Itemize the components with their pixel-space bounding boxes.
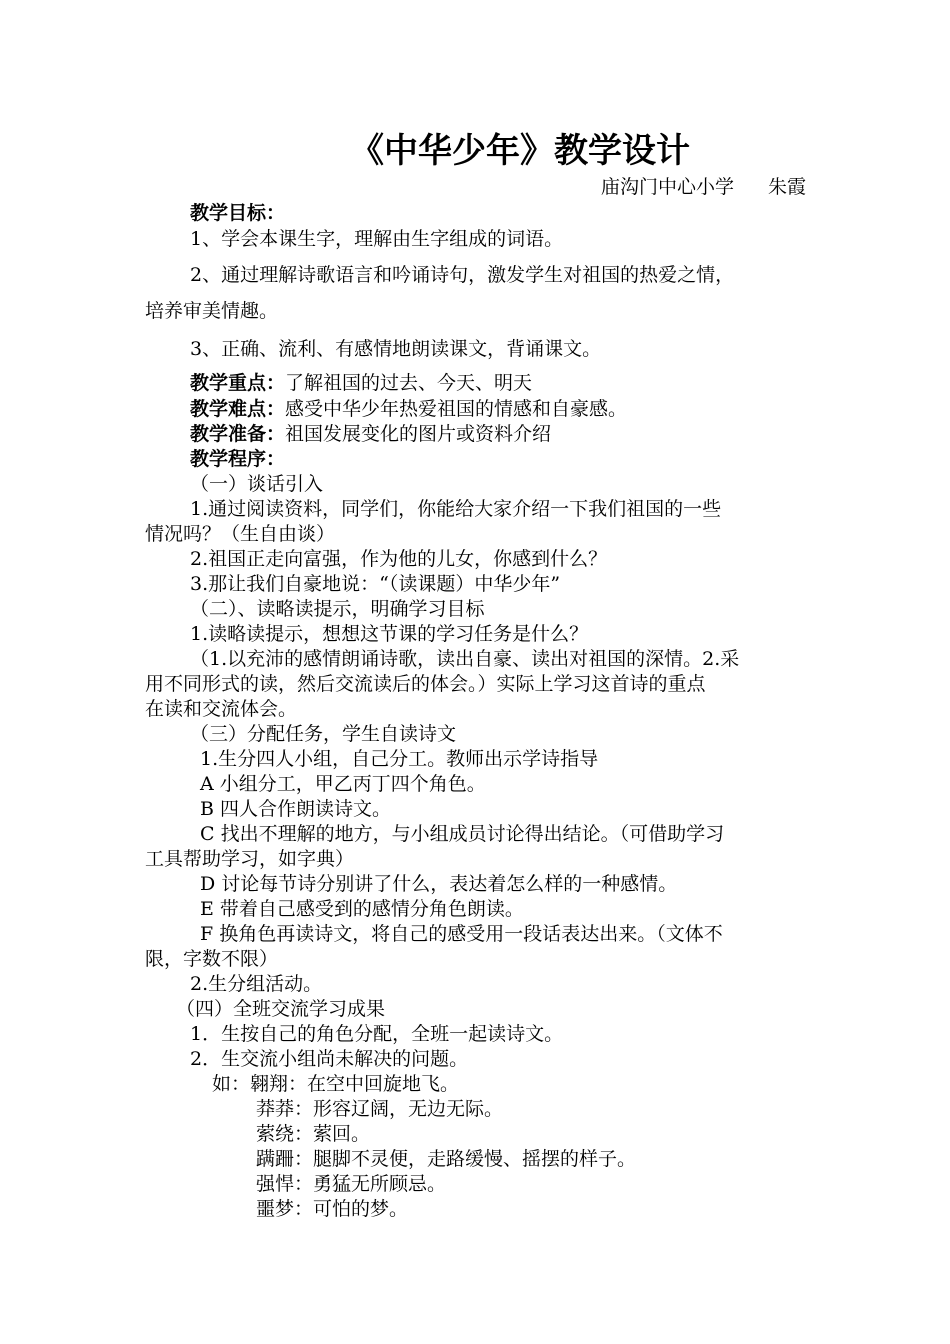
objective-line: 2、通过理解诗歌语言和吟诵诗句，激发学生对祖国的热爱之情， <box>190 264 735 286</box>
procedure-line: 2.生分组活动。 <box>190 973 323 995</box>
procedure-line: 情况吗？（生自由谈） <box>145 523 336 545</box>
section-heading: （二）、读略读提示，明确学习目标 <box>190 598 485 620</box>
difficulty-text: 感受中华少年热爱祖国的情感和自豪感。 <box>285 398 628 420</box>
preparation-text: 祖国发展变化的图片或资料介绍 <box>285 423 552 445</box>
key-point-label: 教学重点： <box>190 372 286 394</box>
procedure-line: 1.通过阅读资料，同学们，你能给大家介绍一下我们祖国的一些 <box>190 498 722 520</box>
procedure-line: 2．生交流小组尚未解决的问题。 <box>190 1048 469 1070</box>
document-title: 《中华少年》教学设计 <box>350 131 690 171</box>
section-heading: （三）分配任务，学生自读诗文 <box>190 723 457 745</box>
procedure-line: 1.读略读提示，想想这节课的学习任务是什么？ <box>190 623 589 645</box>
procedure-line: 用不同形式的读，然后交流读后的体会。）实际上学习这首诗的重点 <box>145 673 706 695</box>
difficulty-line <box>190 396 627 422</box>
procedure-line: B 四人合作朗读诗文。 <box>200 798 392 820</box>
author-name: 朱霞 <box>767 176 806 198</box>
objectives-heading: 教学目标： <box>190 202 286 224</box>
procedure-line: 1．生按自己的角色分配，全班一起读诗文。 <box>190 1023 564 1045</box>
key-point-line <box>190 370 532 396</box>
section-heading: （四）全班交流学习成果 <box>176 998 386 1020</box>
procedure-line: （1.以充沛的感情朗诵诗歌，读出自豪、读出对祖国的深情。2.采 <box>190 648 740 670</box>
procedure-heading: 教学程序： <box>190 448 286 470</box>
procedure-line: E 带着自己感受到的感情分角色朗读。 <box>200 898 524 920</box>
vocab-line: 噩梦：可怕的梦。 <box>256 1198 409 1220</box>
procedure-line: 2.祖国正走向富强，作为他的儿女，你感到什么？ <box>190 548 608 570</box>
vocab-line: 莽莽：形容辽阔，无边无际。 <box>256 1098 504 1120</box>
procedure-line: F 换角色再读诗文，将自己的感受用一段话表达出来。（文体不 <box>200 923 723 945</box>
difficulty-label: 教学难点： <box>190 398 286 420</box>
objective-line: 培养审美情趣。 <box>145 300 279 322</box>
procedure-line: A 小组分工，甲乙丙丁四个角色。 <box>200 773 486 795</box>
procedure-line: C 找出不理解的地方，与小组成员讨论得出结论。（可借助学习 <box>200 823 725 845</box>
vocab-line: 如：翱翔：在空中回旋地飞。 <box>212 1073 460 1095</box>
preparation-label: 教学准备： <box>190 423 286 445</box>
vocab-line: 蹒跚：腿脚不灵便，走路缓慢、摇摆的样子。 <box>256 1148 637 1170</box>
procedure-line: 在读和交流体会。 <box>145 698 298 720</box>
key-point-text: 了解祖国的过去、今天、明天 <box>285 372 533 394</box>
procedure-line: 3.那让我们自豪地说：“（读课题）中华少年” <box>190 573 561 595</box>
objective-line: 3、正确、流利、有感情地朗读课文，背诵课文。 <box>190 338 602 360</box>
procedure-line: 限，字数不限） <box>145 948 279 970</box>
vocab-line: 强悍：勇猛无所顾忌。 <box>256 1173 447 1195</box>
procedure-line: 工具帮助学习，如字典） <box>145 848 355 870</box>
author-line <box>601 174 806 200</box>
procedure-line: 1.生分四人小组，自己分工。教师出示学诗指导 <box>200 748 599 770</box>
procedure-line: D 讨论每节诗分别讲了什么，表达着怎么样的一种感情。 <box>200 873 678 895</box>
section-heading: （一）谈话引入 <box>190 473 324 495</box>
preparation-line <box>190 421 551 447</box>
author-school: 庙沟门中心小学 <box>600 176 734 198</box>
objective-line: 1、学会本课生字，理解由生字组成的词语。 <box>190 228 564 250</box>
vocab-line: 萦绕：萦回。 <box>256 1123 371 1145</box>
